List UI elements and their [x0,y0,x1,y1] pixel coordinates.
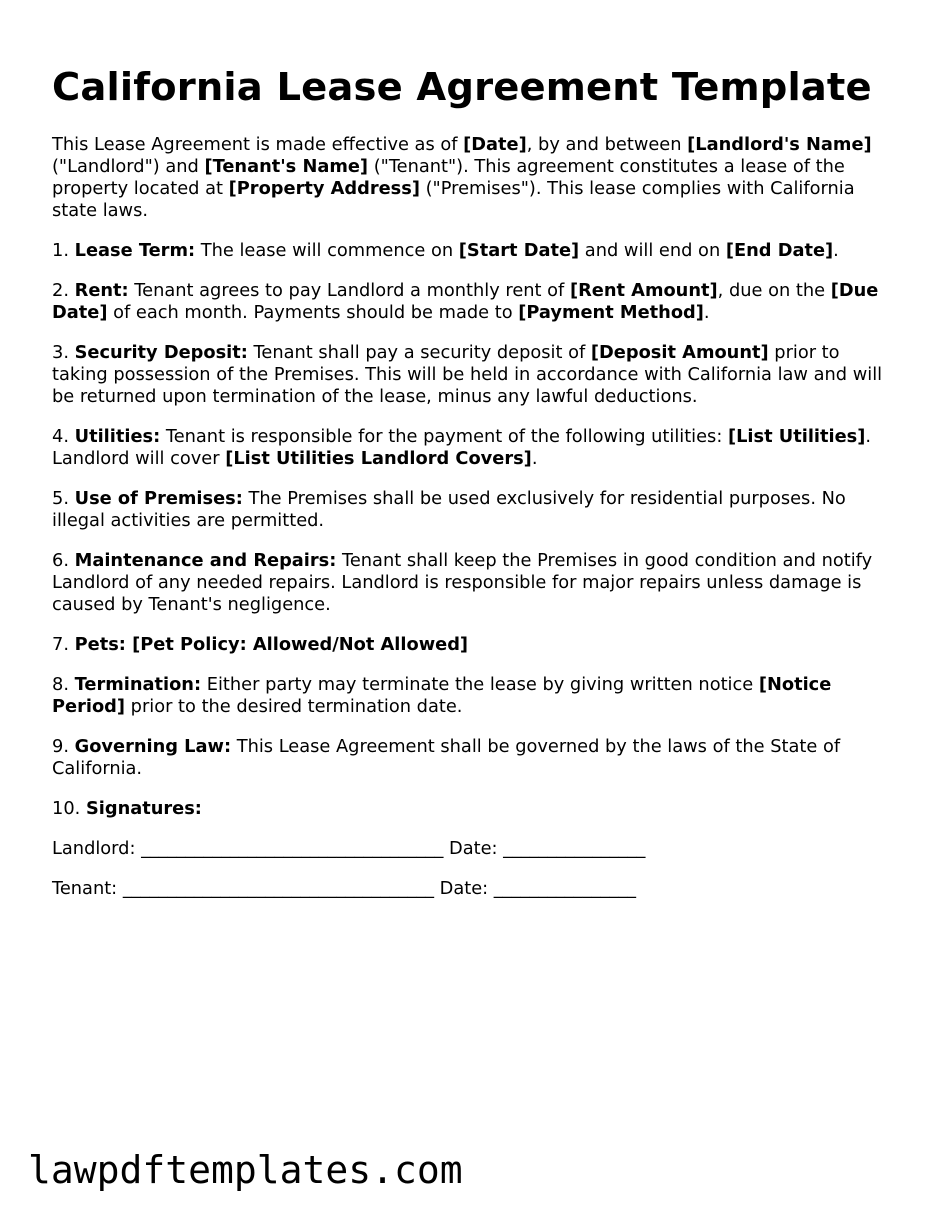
clause-heading: Pets: [Pet Policy: Allowed/Not Allowed] [74,634,469,655]
notice-period-placeholder: [Notice Period] [52,674,832,717]
intro-paragraph: This Lease Agreement is made effective as of [Date], by and between [Landlord's Name] ("Landlord") and [Tenant's Name] ("Tenant"). This agreement constitutes a lease of the property located at [Property Address] ("Premises"). This lease complies with California state laws. [52,134,872,221]
clause-rent: 2. Rent: Tenant agrees to pay Landlord a monthly rent of [Rent Amount], due on the [Due Date] of each month. Payments should be made to [Payment Method]. [52,280,879,323]
deposit-amount-placeholder: [Deposit Amount] [590,342,769,363]
document-title: California Lease Agreement Template [52,65,872,110]
tenant-signature-line: Tenant: ___________________________________ Date: ________________ [52,878,637,899]
clause-heading: Use of Premises: [74,488,243,509]
clause-pets: 7. Pets: [Pet Policy: Allowed/Not Allowed] [52,634,469,655]
tenant-name-placeholder: [Tenant's Name] [204,156,369,177]
clause-heading: Governing Law: [74,736,232,757]
property-address-placeholder: [Property Address] [228,178,420,199]
end-date-placeholder: [End Date] [725,240,834,261]
clause-security-deposit: 3. Security Deposit: Tenant shall pay a security deposit of [Deposit Amount] prior to taking possession of the Premises. This will be held in accordance with California law and will be returned upon termination of the lease, minus any lawful deductions. [52,342,883,407]
clause-signatures: 10. Signatures: [52,798,202,819]
payment-method-placeholder: [Payment Method] [518,302,704,323]
clause-lease-term: 1. Lease Term: The lease will commence on [Start Date] and will end on [End Date]. [52,240,839,261]
date-placeholder: [Date] [463,134,527,155]
clause-use-of-premises: 5. Use of Premises: The Premises shall be used exclusively for residential purposes. No illegal activities are permitted. [52,488,846,531]
clause-maintenance: 6. Maintenance and Repairs: Tenant shall keep the Premises in good condition and notify Landlord of any needed repairs. Landlord is responsible for major repairs unless damage is caused by Tenant's negligence. [52,550,873,615]
clause-heading: Rent: [74,280,129,301]
clause-heading: Lease Term: [74,240,196,261]
clause-heading: Termination: [74,674,202,695]
document-page [52,64,897,918]
clause-heading: Maintenance and Repairs: [74,550,337,571]
rent-amount-placeholder: [Rent Amount] [569,280,718,301]
clause-utilities: 4. Utilities: Tenant is responsible for the payment of the following utilities: [List Utilities]. Landlord will cover [List Utilities Landlord Covers]. [52,426,872,469]
landlord-signature-line: Landlord: __________________________________ Date: ________________ [52,838,646,859]
list-utilities-placeholder: [List Utilities] [727,426,866,447]
start-date-placeholder: [Start Date] [458,240,580,261]
clause-heading: Utilities: [74,426,161,447]
clause-governing-law: 9. Governing Law: This Lease Agreement shall be governed by the laws of the State of California. [52,736,841,779]
clause-heading: Security Deposit: [74,342,248,363]
clause-termination: 8. Termination: Either party may terminate the lease by giving written notice [Notice Period] prior to the desired termination date. [52,674,832,717]
clause-heading: Signatures: [85,798,202,819]
site-watermark: lawpdftemplates.com [28,1148,463,1192]
due-date-placeholder: [Due Date] [52,280,879,323]
landlord-utilities-placeholder: [List Utilities Landlord Covers] [225,448,532,469]
landlord-name-placeholder: [Landlord's Name] [687,134,872,155]
